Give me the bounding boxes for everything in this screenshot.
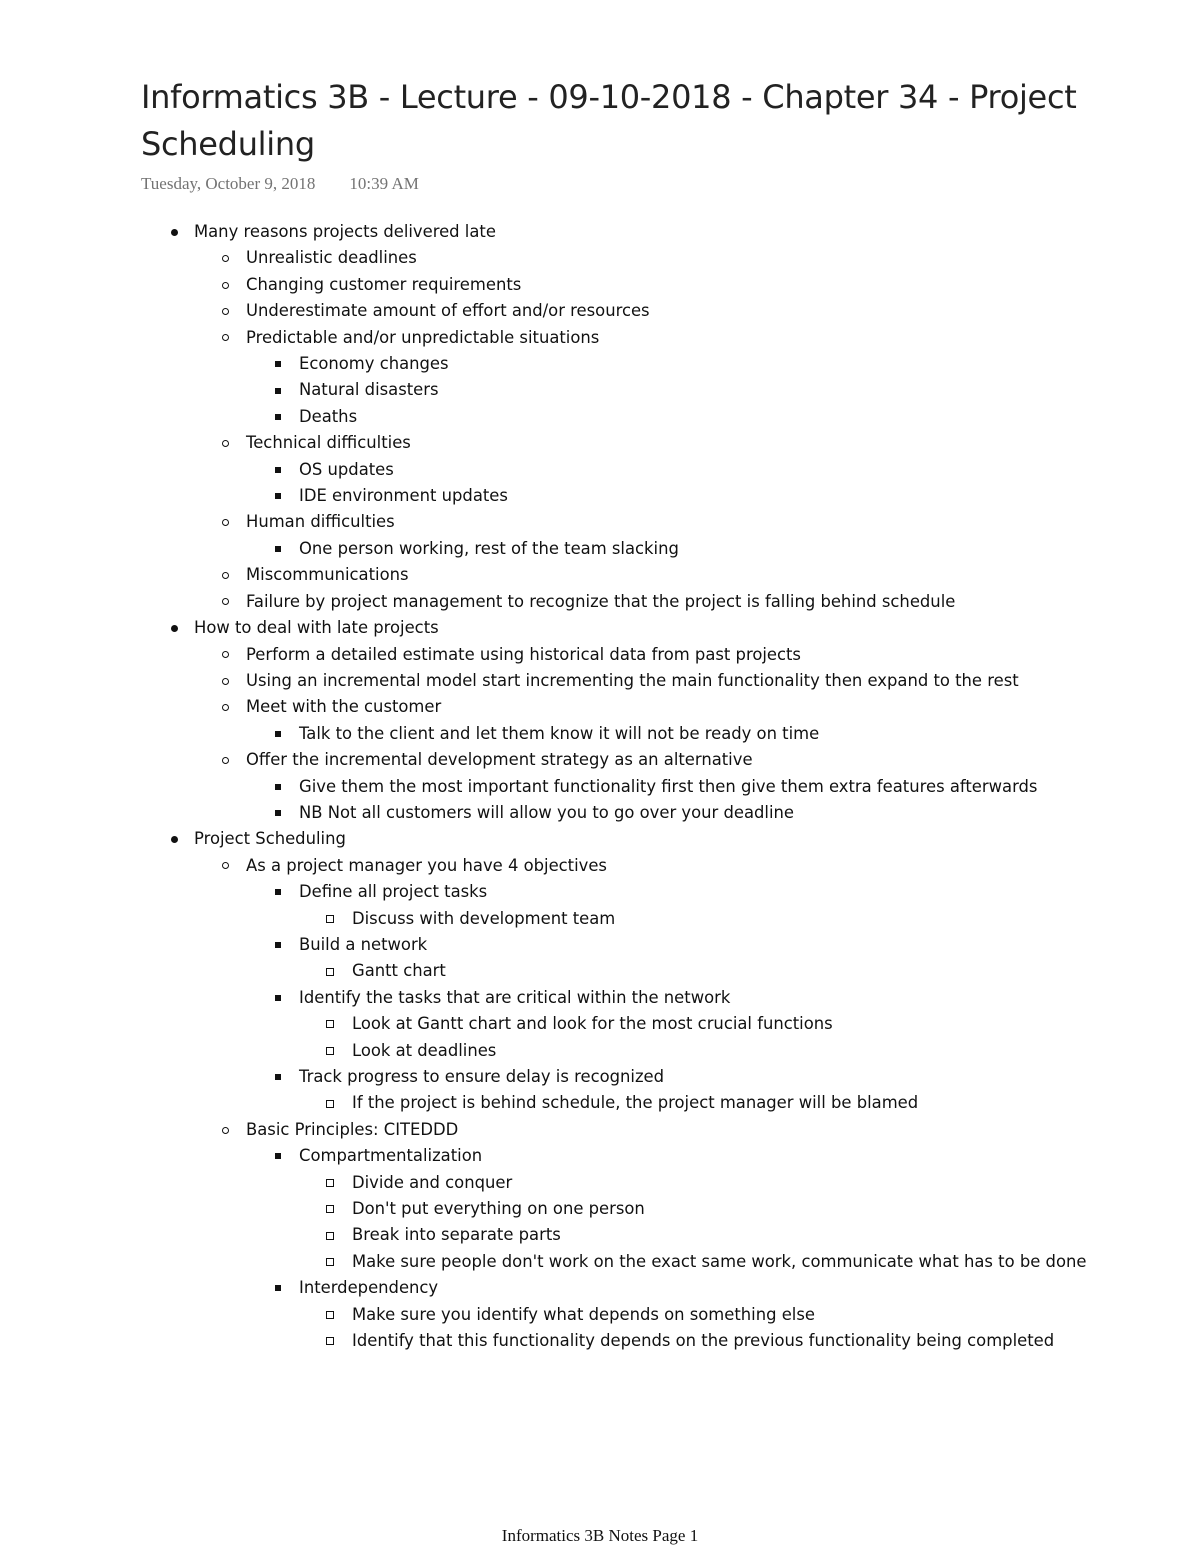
filled-square-bullet-icon <box>272 1143 284 1169</box>
outline-item-level-3 <box>0 536 1200 562</box>
outline-item-text: IDE environment updates <box>299 486 508 506</box>
hollow-circle-bullet-icon <box>219 747 231 773</box>
outline-item-text: Underestimate amount of effort and/or resources <box>246 301 650 321</box>
outline-item-text: Miscommunications <box>246 565 409 585</box>
outline-item-level-4 <box>0 1302 1200 1328</box>
outline-item-text: Build a network <box>299 934 428 954</box>
outline-item-level-4 <box>0 1328 1200 1354</box>
outline-item-text: Break into separate parts <box>352 1225 561 1245</box>
hollow-square-bullet-icon <box>324 1170 336 1196</box>
outline-item-level-2 <box>0 589 1200 615</box>
filled-square-bullet-icon <box>272 404 284 430</box>
outline-item-text: Identify the tasks that are critical within the network <box>299 987 731 1007</box>
page-title: Informatics 3B - Lecture - 09-10-2018 - Chapter 34 - Project Scheduling <box>141 78 1077 163</box>
filled-square-bullet-icon <box>272 457 284 483</box>
hollow-square-bullet-icon <box>324 958 336 984</box>
outline-item-level-2 <box>0 298 1200 324</box>
outline-item-level-2 <box>0 642 1200 668</box>
filled-circle-bullet-icon <box>168 826 180 852</box>
outline-item-level-4 <box>0 906 1200 932</box>
outline-item-level-4 <box>0 1011 1200 1037</box>
outline-item-level-2 <box>0 509 1200 535</box>
outline-item-level-4 <box>0 1038 1200 1064</box>
outline-item-text: Meet with the customer <box>246 697 442 717</box>
outline-item-text: Make sure people don't work on the exact same work, communicate what has to be done <box>352 1251 1087 1271</box>
hollow-circle-bullet-icon <box>219 272 231 298</box>
outline-item-text: Natural disasters <box>299 380 439 400</box>
outline-item-level-3 <box>0 1275 1200 1301</box>
filled-circle-bullet-icon <box>168 615 180 641</box>
outline-item-level-1 <box>0 826 1200 852</box>
filled-square-bullet-icon <box>272 800 284 826</box>
outline-item-text: Unrealistic deadlines <box>246 248 417 268</box>
outline-item-text: Identify that this functionality depends on the previous functionality being completed <box>352 1331 1055 1351</box>
filled-square-bullet-icon <box>272 377 284 403</box>
outline-item-level-4 <box>0 1170 1200 1196</box>
outline-item-level-2 <box>0 747 1200 773</box>
filled-square-bullet-icon <box>272 932 284 958</box>
filled-square-bullet-icon <box>272 536 284 562</box>
filled-square-bullet-icon <box>272 1275 284 1301</box>
outline-item-text: Interdependency <box>299 1278 439 1298</box>
hollow-circle-bullet-icon <box>219 668 231 694</box>
hollow-square-bullet-icon <box>324 1328 336 1354</box>
outline-item-text: Project Scheduling <box>194 829 346 849</box>
hollow-square-bullet-icon <box>324 1222 336 1248</box>
filled-square-bullet-icon <box>272 774 284 800</box>
filled-circle-bullet-icon <box>168 219 180 245</box>
outline-item-text: Look at deadlines <box>352 1040 497 1060</box>
hollow-square-bullet-icon <box>324 1249 336 1275</box>
outline-item-level-3 <box>0 377 1200 403</box>
outline-item-level-4 <box>0 1222 1200 1248</box>
outline-item-level-2 <box>0 325 1200 351</box>
outline-item-text: Look at Gantt chart and look for the most crucial functions <box>352 1014 833 1034</box>
hollow-circle-bullet-icon <box>219 509 231 535</box>
outline-item-level-2 <box>0 272 1200 298</box>
hollow-square-bullet-icon <box>324 1090 336 1116</box>
hollow-circle-bullet-icon <box>219 853 231 879</box>
outline-item-level-3 <box>0 985 1200 1011</box>
hollow-circle-bullet-icon <box>219 562 231 588</box>
outline-item-level-4 <box>0 1196 1200 1222</box>
outline-item-text: Gantt chart <box>352 961 446 981</box>
filled-square-bullet-icon <box>272 721 284 747</box>
outline-item-level-1 <box>0 219 1200 245</box>
outline-item-text: Basic Principles: CITEDDD <box>246 1119 459 1139</box>
outline-item-text: Don't put everything on one person <box>352 1199 645 1219</box>
hollow-circle-bullet-icon <box>219 298 231 324</box>
outline-item-text: As a project manager you have 4 objectives <box>246 855 607 875</box>
outline-item-level-3 <box>0 351 1200 377</box>
outline-item-text: Many reasons projects delivered late <box>194 222 496 241</box>
outline-item-level-2 <box>0 430 1200 456</box>
outline-item-text: Track progress to ensure delay is recognized <box>299 1067 665 1086</box>
outline-item-text: Discuss with development team <box>352 908 616 928</box>
outline-item-text: Economy changes <box>299 354 449 374</box>
outline-item-text: Human difficulties <box>246 512 395 532</box>
outline-item-text: Give them the most important functionality first then give them extra features afterwards <box>299 776 1038 796</box>
filled-square-bullet-icon <box>272 985 284 1011</box>
hollow-square-bullet-icon <box>324 1196 336 1222</box>
note-date: Tuesday, October 9, 2018 <box>141 174 316 193</box>
outline-item-text: Offer the incremental development strategy as an alternative <box>246 750 753 770</box>
outline-item-text: Compartmentalization <box>299 1146 483 1166</box>
hollow-circle-bullet-icon <box>219 694 231 720</box>
outline-item-text: Failure by project management to recognize that the project is falling behind schedule <box>246 591 956 611</box>
outline-item-level-2 <box>0 245 1200 271</box>
outline-item-level-3 <box>0 457 1200 483</box>
outline-item-text: OS updates <box>299 459 394 479</box>
outline-item-text: How to deal with late projects <box>194 618 439 638</box>
outline-item-level-3 <box>0 1143 1200 1169</box>
hollow-square-bullet-icon <box>324 1038 336 1064</box>
filled-square-bullet-icon <box>272 879 284 905</box>
outline-item-text: Talk to the client and let them know it will not be ready on time <box>299 723 820 743</box>
hollow-square-bullet-icon <box>324 1011 336 1037</box>
outline-item-level-3 <box>0 721 1200 747</box>
outline-item-level-3 <box>0 483 1200 509</box>
outline-item-text: Predictable and/or unpredictable situations <box>246 327 600 347</box>
outline-item-text: Define all project tasks <box>299 882 488 902</box>
outline-item-level-3 <box>0 774 1200 800</box>
outline-item-level-3 <box>0 1064 1200 1090</box>
hollow-circle-bullet-icon <box>219 245 231 271</box>
outline-item-level-2 <box>0 694 1200 720</box>
outline-item-level-4 <box>0 958 1200 984</box>
outline-item-level-3 <box>0 879 1200 905</box>
outline-item-text: Changing customer requirements <box>246 274 522 294</box>
outline-item-level-2 <box>0 1117 1200 1143</box>
outline-item-level-3 <box>0 932 1200 958</box>
filled-square-bullet-icon <box>272 351 284 377</box>
outline-item-text: Deaths <box>299 406 358 426</box>
outline-item-level-3 <box>0 404 1200 430</box>
outline-item-level-4 <box>0 1090 1200 1116</box>
outline-item-level-3 <box>0 800 1200 826</box>
outline-item-text: Make sure you identify what depends on something else <box>352 1304 815 1324</box>
filled-square-bullet-icon <box>272 1064 284 1090</box>
note-time: 10:39 AM <box>349 174 419 193</box>
hollow-circle-bullet-icon <box>219 1117 231 1143</box>
outline-item-level-2 <box>0 853 1200 879</box>
outline-item-text: If the project is behind schedule, the project manager will be blamed <box>352 1093 919 1113</box>
hollow-circle-bullet-icon <box>219 325 231 351</box>
outline-item-text: Perform a detailed estimate using historical data from past projects <box>246 644 801 664</box>
outline-item-text: Using an incremental model start incrementing the main functionality then expand to the rest <box>246 670 1019 690</box>
outline-item-text: NB Not all customers will allow you to go over your deadline <box>299 802 794 822</box>
hollow-circle-bullet-icon <box>219 589 231 615</box>
outline-item-level-4 <box>0 1249 1200 1275</box>
hollow-square-bullet-icon <box>324 1302 336 1328</box>
note-timestamp <box>141 174 419 194</box>
outline-list <box>0 219 1200 1354</box>
hollow-circle-bullet-icon <box>219 642 231 668</box>
outline-item-text: One person working, rest of the team slacking <box>299 538 679 558</box>
outline-item-level-1 <box>0 615 1200 641</box>
outline-item-level-2 <box>0 562 1200 588</box>
page-footer: Informatics 3B Notes Page 1 <box>501 1526 699 1545</box>
hollow-square-bullet-icon <box>324 906 336 932</box>
outline-item-text: Divide and conquer <box>352 1172 513 1192</box>
outline-item-level-2 <box>0 668 1200 694</box>
hollow-circle-bullet-icon <box>219 430 231 456</box>
outline-item-text: Technical difficulties <box>246 433 411 453</box>
filled-square-bullet-icon <box>272 483 284 509</box>
